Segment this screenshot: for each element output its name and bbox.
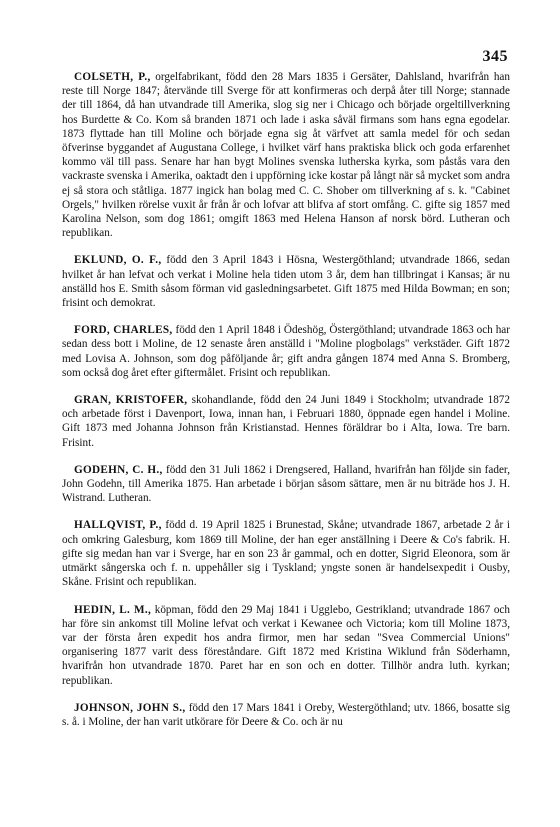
entry-text: född den 1 April 1848 i Ödeshög, Östergöthland; utvandrade 1863 och har sedan dess bott i Moline, de 12 senaste åren anställd i "Moline plogbolags" verkstäder. Gift 1872 med Lovisa A. Johnson, som dog påföljande år; gift andra gången 1874 med Anna S. Bromberg, som också dog året efter giftermålet. Frisint och republikan. (62, 324, 511, 379)
biography-list (62, 70, 510, 742)
entry-text: född den 17 Mars 1841 i Oreby, Westergöthland; utv. 1866, bosatte sig s. å. i Moline, der han varit utkörare för Deere & Co. och är nu (62, 701, 510, 728)
entry-text: född den 31 Juli 1862 i Drengsered, Halland, hvarifrån han följde sin fader, John Godehn, till Amerika 1875. Han arbetade i början såsom sättare, men är nu biträde hos J. H. Wistrand. Lutheran. (62, 463, 510, 505)
entry-name: HEDIN, L. M., (74, 603, 152, 616)
page-number: 345 (482, 48, 508, 65)
entry-name: FORD, CHARLES, (74, 324, 173, 337)
entry-name: GRAN, KRISTOFER, (74, 394, 188, 407)
biography-entry (62, 253, 510, 310)
entry-name: HALLQVIST, P., (74, 519, 162, 532)
entry-name: EKLUND, O. F., (74, 254, 162, 267)
entry-name: JOHNSON, JOHN S., (74, 701, 186, 714)
entry-text: född den 3 April 1843 i Hösna, Westergöthland; utvandrade 1866, sedan hvilket år han lefvat och verkat i Moline hela tiden utom 3 år, dem han tillbringat i Kansas; är nu anställd hos E. Smith såsom förman vid gasledningsarbetet. Gift 1875 med Hilda Bowman; en son; frisint och demokrat. (62, 254, 510, 310)
entry-text: född d. 19 April 1825 i Brunestad, Skåne; utvandrade 1867, arbetade 2 år i och omkring Galesburg, kom 1869 till Moline, der han eger anställning i Deere & Co's fabrik. H. gifte sig medan han var i Sverge, har en son 23 år gammal, och en dotter, Sigrid Eleonora, som är utmärkt sångerska och f. n. uppehåller sig i Tyskland; yngste sonen är handelsexpedit i Ousby, Skåne. Frisint och republikan. (62, 519, 510, 589)
entry-text: skohandlande, född den 24 Juni 1849 i Stockholm; utvandrade 1872 och arbetade först i Davenport, Iowa, innan han, i Februari 1880, öppnade egen handel i Moline. Gift 1873 med Johanna Johnson från Kristianstad. Hennes föräldrar bo i Alta, Iowa. Tre barn. Frisint. (62, 394, 510, 449)
biography-entry (62, 323, 510, 380)
entry-text: köpman, född den 29 Maj 1841 i Ugglebo, Gestrikland; utvandrade 1867 och har före sin ankomst till Moline lefvat och verkat i Kewanee och Victoria; kom till Moline 1873, var der första åren expedit hos andra firmor, men har sedan "Svea Commercial Unions" organisering 1877 varit dess föreståndare. Gift 1872 med Kristina Wiklund från Söderhamn, hvarifrån hon utvandrade 1870. Paret har en son och en dotter. Tillhör andra luth. kyrkan; republikan. (62, 603, 510, 687)
biography-entry (62, 70, 510, 240)
biography-entry (62, 603, 510, 688)
entry-text: orgelfabrikant, född den 28 Mars 1835 i Gersäter, Dahlsland, hvarifrån han reste till Norge 1847; återvände till Sverge för att konfirmeras och derpå åter till Norge; stannade der till 1864, då han utvandrade till Amerika, slog sig ner i Chicago och började orgeltillverkning hos Burdette & Co. Kom så branden 1871 och lade i aska såväl firmans som hans egna egodelar. 1873 flyttade han till Moline och började egna sig åt värfvet att samla medel för och sedan öfverinse byggandet af Augustana College, i hvilket värf hans praktiska blick och goda erfarenhet kommo väl till pass. Senare har han bygt Molines svenska lutherska kyrka, som påstås vara den vackraste svenska i Amerika, oaktadt den i uppförning icke kostar på långt när så mycket som andra ej så stora och ståtliga. 1877 ingick han bolag med C. C. Shober om tillverkning af s. k. "Cabinet Orgels," hvilken rörelse vuxit år från år och lofvar att blifva af stort omfång. C. gifte sig 1857 med Karolina Nelson, som dog 1861; omgift 1863 med Helena Hanson af norsk börd. Lutheran och republikan. (62, 71, 510, 240)
entry-name: GODEHN, C. H., (74, 463, 163, 476)
biography-entry (62, 393, 510, 450)
entry-name: COLSETH, P., (74, 71, 151, 83)
biography-entry (62, 701, 510, 729)
biography-entry (62, 463, 510, 506)
biography-entry (62, 518, 510, 589)
